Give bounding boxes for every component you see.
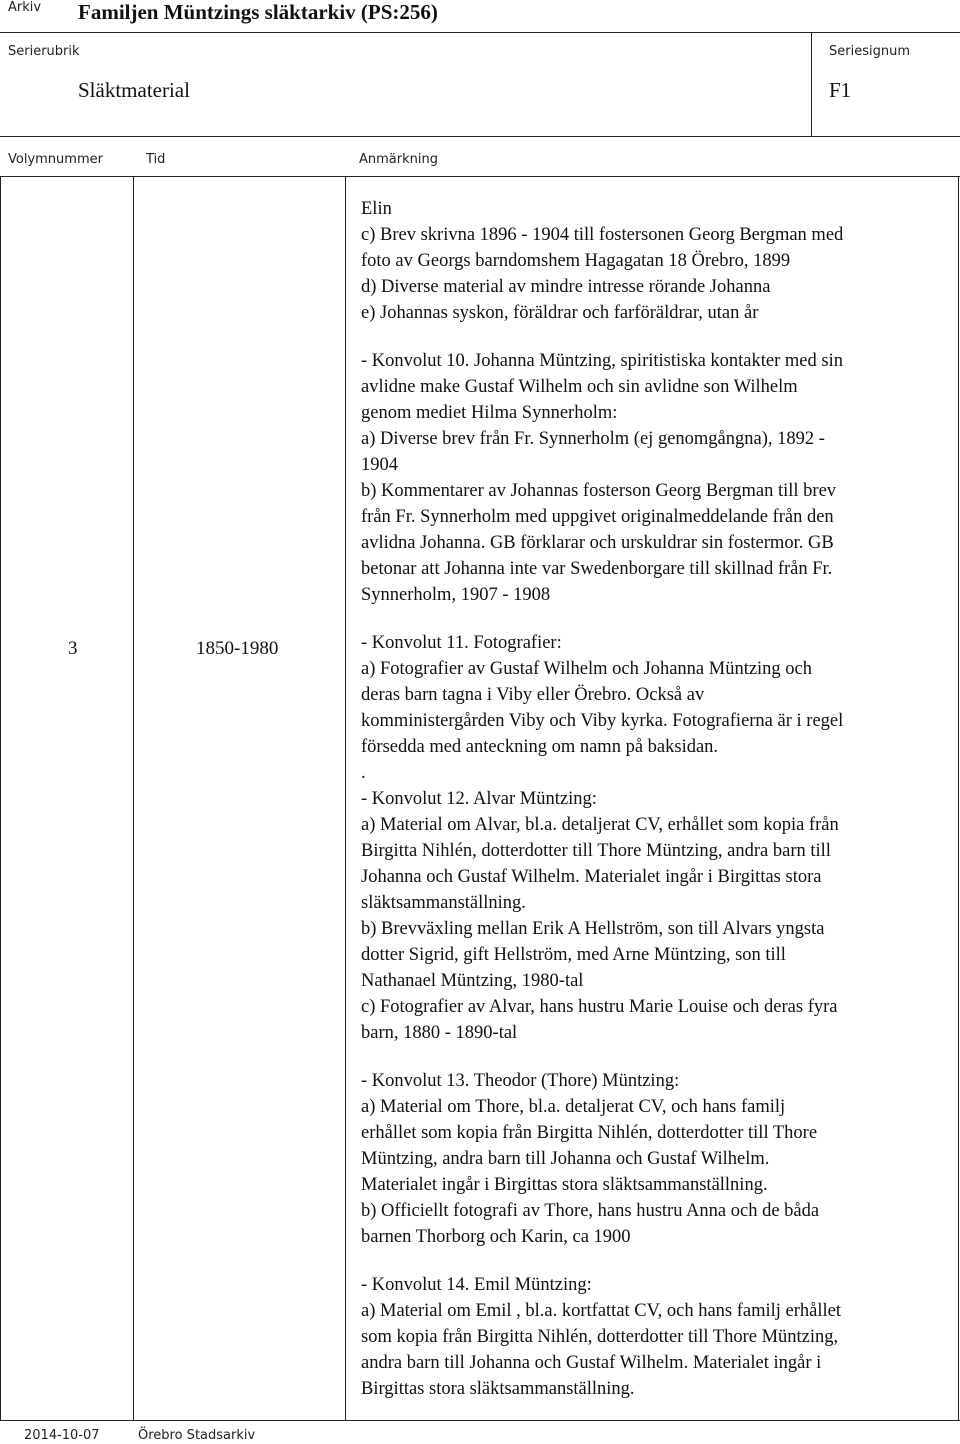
tid-value: 1850-1980 [196, 638, 279, 659]
entry-line: Synnerholm, 1907 - 1908 [361, 585, 551, 605]
entry-line: . [361, 763, 366, 783]
entry-line: a) Material om Alvar, bl.a. detaljerat CV, erhållet som kopia från [361, 815, 839, 835]
table-right-border [958, 177, 959, 1421]
entry-block [361, 630, 955, 1046]
entry-line: b) Officiellt fotografi av Thore, hans hustru Anna och de båda [361, 1201, 820, 1221]
entry-line: - Konvolut 14. Emil Müntzing: [361, 1275, 592, 1295]
table-col-divider-2 [345, 177, 346, 1421]
entry-line: från Fr. Synnerholm med uppgivet originalmeddelande från den [361, 507, 834, 527]
entry-line: Nathanael Müntzing, 1980-tal [361, 971, 584, 991]
footer-date: 2014-10-07 [24, 1428, 100, 1443]
entry-line: - Konvolut 12. Alvar Müntzing: [361, 789, 597, 809]
entry-line: b) Brevväxling mellan Erik A Hellström, son till Alvars yngsta [361, 919, 825, 939]
footer-divider [0, 1420, 960, 1421]
series-bottom-divider [0, 136, 960, 137]
entry-line: a) Material om Emil , bl.a. kortfattat CV, och hans familj erhållet [361, 1301, 842, 1321]
entry-line: b) Kommentarer av Johannas fosterson Georg Bergman till brev [361, 481, 837, 501]
entry-block [361, 1068, 955, 1250]
entry-line: som kopia från Birgitta Nihlén, dotterdotter till Thore Müntzing, [361, 1327, 839, 1347]
serierubrik-label: Serierubrik [8, 44, 80, 59]
entry-line: Elin [361, 199, 392, 219]
entry-line: a) Material om Thore, bl.a. detaljerat CV, och hans familj [361, 1097, 786, 1117]
entry-line: 1904 [361, 455, 398, 475]
column-header-anmarkning: Anmärkning [359, 152, 438, 167]
entry-line: avlidna Johanna. GB förklarar och urskuldrar sin fostermor. GB [361, 533, 834, 553]
entry-line: Materialet ingår i Birgittas stora släktsammanställning. [361, 1175, 768, 1195]
entry-line: foto av Georgs barndomshem Hagagatan 18 Örebro, 1899 [361, 251, 791, 271]
entry-block [361, 1272, 955, 1402]
entry-line: barnen Thorborg och Karin, ca 1900 [361, 1227, 631, 1247]
entry-line: försedda med anteckning om namn på baksidan. [361, 737, 719, 757]
entry-line: - Konvolut 10. Johanna Müntzing, spiritistiska kontakter med sin [361, 351, 843, 371]
entry-line: deras barn tagna i Viby eller Örebro. Också av [361, 685, 705, 705]
arkiv-label: Arkiv [8, 0, 42, 15]
entry-line: barn, 1880 - 1890-tal [361, 1023, 518, 1043]
seriesignum-label: Seriesignum [829, 44, 910, 59]
entry-line: släktsammanställning. [361, 893, 526, 913]
entry-line: e) Johannas syskon, föräldrar och farföräldrar, utan år [361, 303, 759, 323]
column-header-volymnummer: Volymnummer [8, 152, 103, 167]
entry-line: andra barn till Johanna och Gustaf Wilhelm. Materialet ingår i [361, 1353, 822, 1373]
entry-line: komministergården Viby och Viby kyrka. Fotografierna är i regel [361, 711, 844, 731]
seriesignum-value: F1 [829, 78, 852, 102]
column-header-divider [0, 176, 960, 177]
table-left-border [0, 177, 1, 1421]
entry-line: d) Diverse material av mindre intresse rörande Johanna [361, 277, 771, 297]
serierubrik-value: Släktmaterial [78, 78, 190, 102]
header-divider [0, 32, 960, 33]
entry-line: Johanna och Gustaf Wilhelm. Materialet ingår i Birgittas stora [361, 867, 822, 887]
column-header-tid: Tid [146, 152, 166, 167]
entry-line: dotter Sigrid, gift Hellström, med Arne Müntzing, son till [361, 945, 786, 965]
series-divider [811, 33, 812, 136]
entry-line: avlidne make Gustaf Wilhelm och sin avlidne son Wilhelm [361, 377, 798, 397]
footer-archive: Örebro Stadsarkiv [138, 1428, 256, 1443]
entry-line: - Konvolut 11. Fotografier: [361, 633, 562, 653]
entry-line: Birgittas stora släktsammanställning. [361, 1379, 635, 1399]
entry-line: c) Brev skrivna 1896 - 1904 till fostersonen Georg Bergman med [361, 225, 844, 245]
entry-line: genom mediet Hilma Synnerholm: [361, 403, 618, 423]
entry-line: Birgitta Nihlén, dotterdotter till Thore Müntzing, andra barn till [361, 841, 831, 861]
archive-title: Familjen Müntzings släktarkiv (PS:256) [78, 0, 438, 24]
entry-line: Müntzing, andra barn till Johanna och Gustaf Wilhelm. [361, 1149, 770, 1169]
volymnummer-value: 3 [68, 638, 78, 659]
entry-line: c) Fotografier av Alvar, hans hustru Marie Louise och deras fyra [361, 997, 838, 1017]
entry-line: betonar att Johanna inte var Swedenborgare till skillnad från Fr. [361, 559, 833, 579]
entry-block [361, 196, 955, 326]
entry-line: a) Diverse brev från Fr. Synnerholm (ej genomgångna), 1892 - [361, 429, 825, 449]
entry-line: - Konvolut 13. Theodor (Thore) Müntzing: [361, 1071, 680, 1091]
table-col-divider-1 [133, 177, 134, 1421]
anmarkning-text [361, 196, 955, 1402]
entry-line: a) Fotografier av Gustaf Wilhelm och Johanna Müntzing och [361, 659, 813, 679]
entry-line: erhållet som kopia från Birgitta Nihlén, dotterdotter till Thore [361, 1123, 818, 1143]
entry-block [361, 348, 955, 608]
